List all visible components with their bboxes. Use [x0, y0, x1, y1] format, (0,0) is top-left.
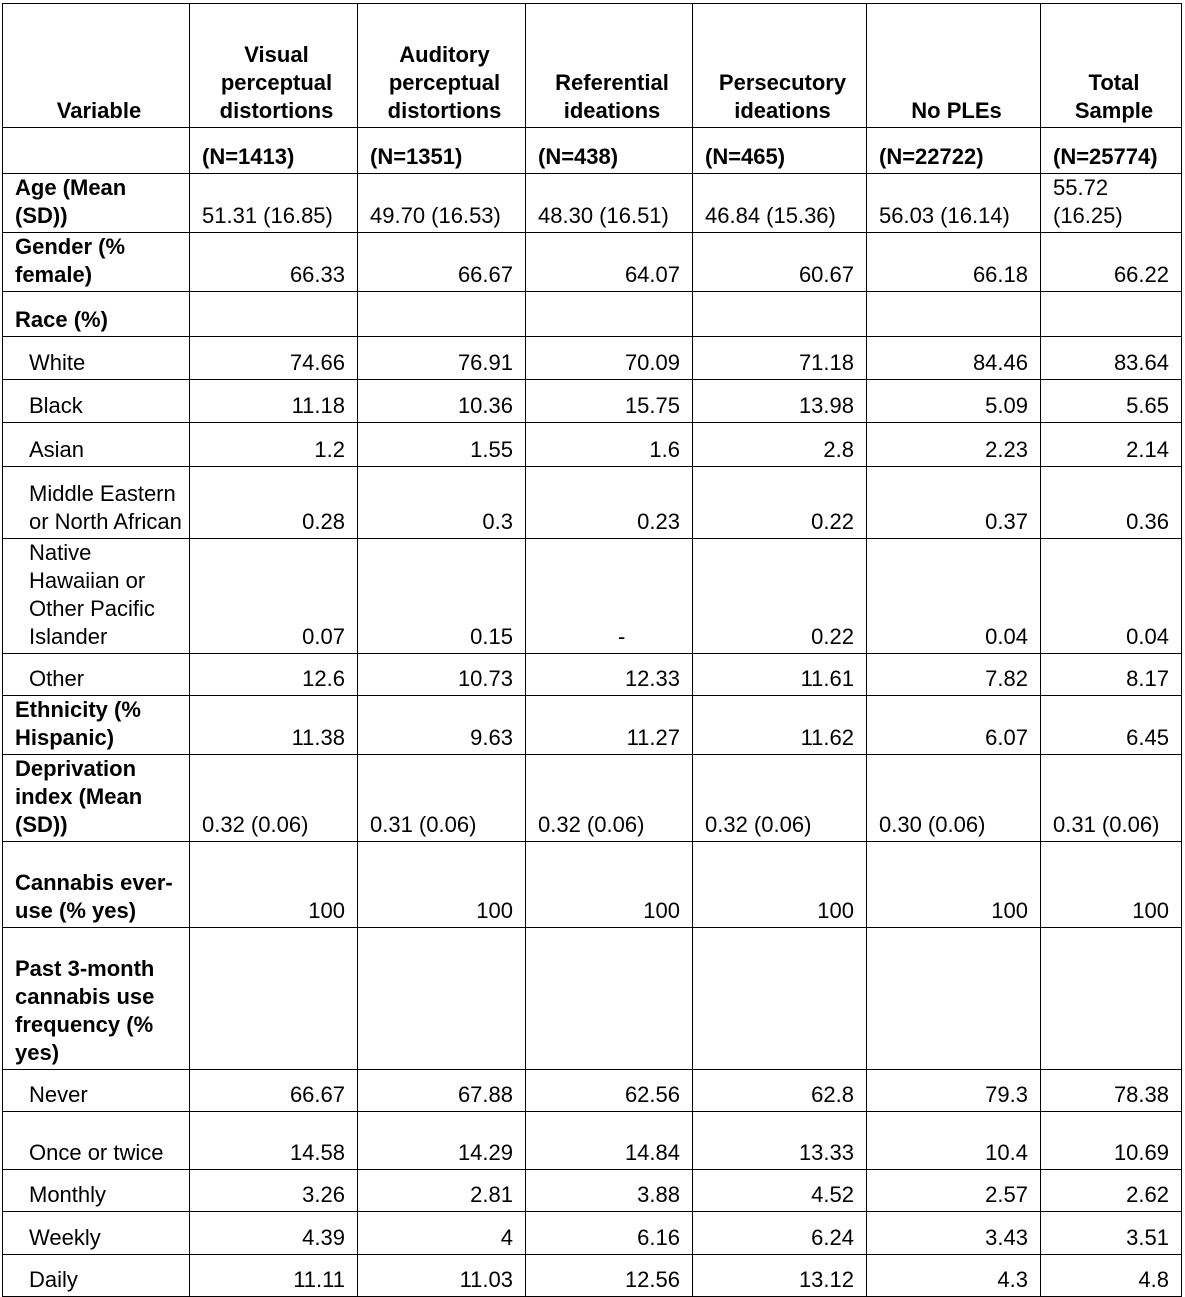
table-row: [3, 174, 1182, 233]
value-cell: 100: [867, 842, 1041, 928]
table-row: [3, 1212, 1182, 1255]
variable-label: Native Hawaiian or Other Pacific Islander: [3, 539, 190, 654]
table-row: [3, 755, 1182, 842]
value-cell: 66.67: [358, 233, 526, 292]
value-cell: 10.36: [358, 380, 526, 423]
value-cell: 12.33: [526, 654, 693, 696]
sample-size-row: [3, 128, 1182, 174]
variable-label: Black: [3, 380, 190, 423]
table-row: [3, 1112, 1182, 1170]
value-cell: 64.07: [526, 233, 693, 292]
value-cell: 70.09: [526, 337, 693, 380]
value-cell: 66.22: [1041, 233, 1182, 292]
value-cell: 49.70 (16.53): [358, 174, 526, 233]
value-cell: 76.91: [358, 337, 526, 380]
value-cell: 0.22: [693, 467, 867, 539]
table-row: [3, 292, 1182, 337]
value-cell: [867, 292, 1041, 337]
value-cell: 4.52: [693, 1170, 867, 1212]
value-cell: 12.6: [190, 654, 358, 696]
value-cell: 3.88: [526, 1170, 693, 1212]
value-cell: [1041, 928, 1182, 1070]
value-cell: 66.33: [190, 233, 358, 292]
value-cell: 67.88: [358, 1070, 526, 1112]
value-cell: 0.3: [358, 467, 526, 539]
variable-label: Age (Mean (SD)): [3, 174, 190, 233]
value-cell: 62.8: [693, 1070, 867, 1112]
value-cell: 11.62: [693, 696, 867, 755]
table-row: [3, 423, 1182, 467]
value-cell: 1.6: [526, 423, 693, 467]
value-cell: 66.18: [867, 233, 1041, 292]
value-cell: 2.57: [867, 1170, 1041, 1212]
value-cell: 51.31 (16.85): [190, 174, 358, 233]
value-cell: 0.28: [190, 467, 358, 539]
header-cell: Auditory perceptual distortions: [358, 4, 526, 128]
table-row: [3, 654, 1182, 696]
table-row: [3, 539, 1182, 654]
value-cell: 48.30 (16.51): [526, 174, 693, 233]
variable-label: Cannabis ever-use (% yes): [3, 842, 190, 928]
variable-label: Monthly: [3, 1170, 190, 1212]
value-cell: 62.56: [526, 1070, 693, 1112]
table-row: [3, 233, 1182, 292]
header-row: [3, 4, 1182, 128]
variable-label: Race (%): [3, 292, 190, 337]
value-cell: 0.32 (0.06): [693, 755, 867, 842]
variable-label: Middle Eastern or North African: [3, 467, 190, 539]
value-cell: 0.31 (0.06): [358, 755, 526, 842]
value-cell: 100: [358, 842, 526, 928]
variable-label: Daily: [3, 1255, 190, 1297]
value-cell: 0.36: [1041, 467, 1182, 539]
value-cell: 78.38: [1041, 1070, 1182, 1112]
value-cell: 0.30 (0.06): [867, 755, 1041, 842]
value-cell: 3.43: [867, 1212, 1041, 1255]
value-cell: 100: [693, 842, 867, 928]
value-cell: [190, 928, 358, 1070]
value-cell: -: [526, 539, 693, 654]
value-cell: 4: [358, 1212, 526, 1255]
sample-size-cell: [3, 128, 190, 174]
value-cell: 6.16: [526, 1212, 693, 1255]
value-cell: 55.72 (16.25): [1041, 174, 1182, 233]
value-cell: 2.8: [693, 423, 867, 467]
value-cell: 79.3: [867, 1070, 1041, 1112]
value-cell: [1041, 292, 1182, 337]
value-cell: 3.26: [190, 1170, 358, 1212]
table-row: [3, 1070, 1182, 1112]
value-cell: 5.65: [1041, 380, 1182, 423]
value-cell: 100: [1041, 842, 1182, 928]
value-cell: [693, 292, 867, 337]
value-cell: 11.18: [190, 380, 358, 423]
header-cell: Variable: [3, 4, 190, 128]
value-cell: 11.61: [693, 654, 867, 696]
value-cell: 13.98: [693, 380, 867, 423]
value-cell: [526, 928, 693, 1070]
value-cell: 0.23: [526, 467, 693, 539]
value-cell: 9.63: [358, 696, 526, 755]
value-cell: 2.14: [1041, 423, 1182, 467]
value-cell: 2.81: [358, 1170, 526, 1212]
value-cell: 11.03: [358, 1255, 526, 1297]
value-cell: 2.23: [867, 423, 1041, 467]
value-cell: [358, 928, 526, 1070]
value-cell: 100: [190, 842, 358, 928]
table-row: [3, 467, 1182, 539]
value-cell: 0.15: [358, 539, 526, 654]
table-row: [3, 380, 1182, 423]
table-row: [3, 1170, 1182, 1212]
variable-label: Ethnicity (% Hispanic): [3, 696, 190, 755]
value-cell: 14.58: [190, 1112, 358, 1170]
value-cell: 2.62: [1041, 1170, 1182, 1212]
value-cell: 0.22: [693, 539, 867, 654]
variable-label: Past 3-month cannabis use frequency (% yes): [3, 928, 190, 1070]
value-cell: 11.38: [190, 696, 358, 755]
value-cell: 71.18: [693, 337, 867, 380]
value-cell: 11.11: [190, 1255, 358, 1297]
header-cell: Visual perceptual distortions: [190, 4, 358, 128]
value-cell: [358, 292, 526, 337]
value-cell: 13.33: [693, 1112, 867, 1170]
value-cell: 56.03 (16.14): [867, 174, 1041, 233]
header-cell: Referential ideations: [526, 4, 693, 128]
value-cell: [526, 292, 693, 337]
value-cell: 1.55: [358, 423, 526, 467]
value-cell: 66.67: [190, 1070, 358, 1112]
value-cell: 6.45: [1041, 696, 1182, 755]
value-cell: [190, 292, 358, 337]
demographics-table: [2, 3, 1182, 1297]
value-cell: 0.07: [190, 539, 358, 654]
value-cell: 10.4: [867, 1112, 1041, 1170]
variable-label: Asian: [3, 423, 190, 467]
value-cell: 13.12: [693, 1255, 867, 1297]
value-cell: 0.32 (0.06): [190, 755, 358, 842]
table-row: [3, 696, 1182, 755]
value-cell: 8.17: [1041, 654, 1182, 696]
value-cell: 4.3: [867, 1255, 1041, 1297]
sample-size-cell: (N=465): [693, 128, 867, 174]
variable-label: White: [3, 337, 190, 380]
value-cell: 0.32 (0.06): [526, 755, 693, 842]
variable-label: Deprivation index (Mean (SD)): [3, 755, 190, 842]
value-cell: 14.29: [358, 1112, 526, 1170]
header-cell: Total Sample: [1041, 4, 1182, 128]
value-cell: 6.07: [867, 696, 1041, 755]
value-cell: 15.75: [526, 380, 693, 423]
value-cell: 0.37: [867, 467, 1041, 539]
variable-label: Weekly: [3, 1212, 190, 1255]
value-cell: 6.24: [693, 1212, 867, 1255]
value-cell: 14.84: [526, 1112, 693, 1170]
sample-size-cell: (N=1413): [190, 128, 358, 174]
variable-label: Once or twice: [3, 1112, 190, 1170]
value-cell: 84.46: [867, 337, 1041, 380]
value-cell: 10.73: [358, 654, 526, 696]
variable-label: Never: [3, 1070, 190, 1112]
value-cell: [693, 928, 867, 1070]
sample-size-cell: (N=22722): [867, 128, 1041, 174]
header-cell: No PLEs: [867, 4, 1041, 128]
value-cell: 60.67: [693, 233, 867, 292]
value-cell: 100: [526, 842, 693, 928]
table-row: [3, 842, 1182, 928]
value-cell: 0.04: [1041, 539, 1182, 654]
sample-size-cell: (N=438): [526, 128, 693, 174]
value-cell: 10.69: [1041, 1112, 1182, 1170]
value-cell: 74.66: [190, 337, 358, 380]
value-cell: 3.51: [1041, 1212, 1182, 1255]
value-cell: 0.31 (0.06): [1041, 755, 1182, 842]
table-row: [3, 1255, 1182, 1297]
header-cell: Persecutory ideations: [693, 4, 867, 128]
value-cell: 11.27: [526, 696, 693, 755]
value-cell: [867, 928, 1041, 1070]
value-cell: 46.84 (15.36): [693, 174, 867, 233]
variable-label: Other: [3, 654, 190, 696]
table-row: [3, 337, 1182, 380]
value-cell: 4.8: [1041, 1255, 1182, 1297]
value-cell: 83.64: [1041, 337, 1182, 380]
value-cell: 0.04: [867, 539, 1041, 654]
value-cell: 7.82: [867, 654, 1041, 696]
value-cell: 12.56: [526, 1255, 693, 1297]
value-cell: 5.09: [867, 380, 1041, 423]
table-row: [3, 928, 1182, 1070]
value-cell: 1.2: [190, 423, 358, 467]
sample-size-cell: (N=1351): [358, 128, 526, 174]
value-cell: 4.39: [190, 1212, 358, 1255]
variable-label: Gender (% female): [3, 233, 190, 292]
sample-size-cell: (N=25774): [1041, 128, 1182, 174]
